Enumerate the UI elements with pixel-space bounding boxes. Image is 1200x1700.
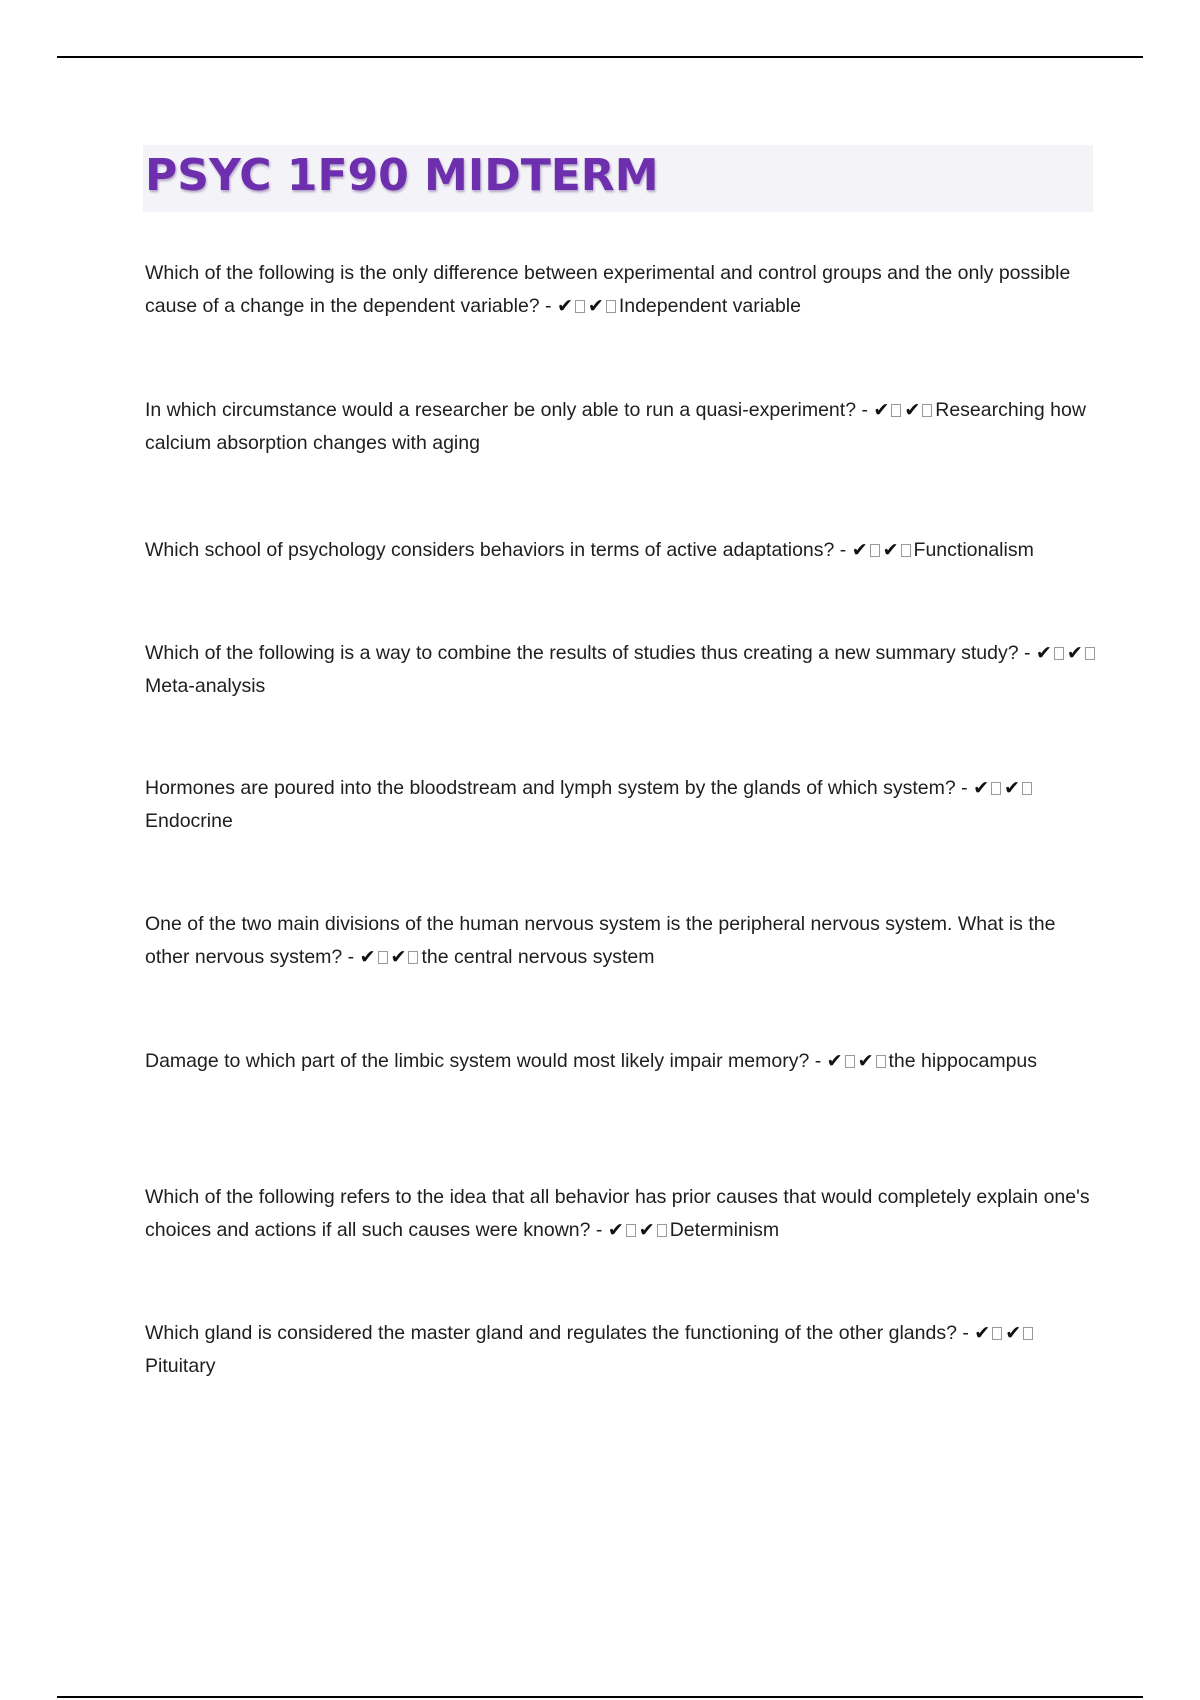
bottom-rule (57, 1696, 1143, 1698)
answer-text: Independent variable (618, 294, 801, 317)
separator: - (856, 399, 874, 421)
check-icon: ✔ (359, 945, 376, 968)
page-title: PSYC 1F90 MIDTERM (145, 150, 659, 201)
box-icon (922, 404, 932, 417)
answer-text: Determinism (669, 1218, 780, 1241)
check-icon: ✔ (973, 777, 990, 799)
separator: - (1018, 642, 1036, 664)
check-icon: ✔ (974, 1322, 991, 1344)
qa-item-3 (145, 534, 1100, 567)
check-icon: ✔ (1004, 777, 1020, 799)
check-icon: ✔ (882, 539, 899, 561)
qa-item-4 (145, 637, 1100, 702)
answer-text: the central nervous system (421, 945, 655, 968)
box-icon (575, 300, 585, 313)
question-text: Which school of psychology considers behaviors in terms of active adaptations? (145, 539, 835, 561)
box-icon (870, 544, 880, 557)
check-icon: ✔ (873, 399, 890, 421)
qa-item-7 (145, 1045, 1100, 1078)
answer-text: Pituitary (145, 1354, 216, 1377)
separator: - (342, 945, 360, 968)
check-icon: ✔ (857, 1050, 874, 1072)
qa-item-2 (145, 394, 1100, 459)
box-icon (991, 782, 1001, 795)
question-text: Which of the following is a way to combine the results of studies thus creating a new summary study? (145, 642, 1019, 664)
box-icon (606, 300, 616, 313)
check-icon: ✔ (556, 294, 573, 317)
separator: - (539, 294, 557, 317)
top-rule (57, 56, 1143, 58)
box-icon (626, 1224, 636, 1237)
question-text: Which gland is considered the master gland and regulates the functioning of the other glands? (145, 1322, 957, 1344)
question-text: Hormones are poured into the bloodstream and lymph system by the glands of which system? (145, 777, 956, 799)
box-icon (1085, 647, 1095, 660)
qa-item-9 (145, 1317, 1100, 1382)
answer-text: Functionalism (913, 539, 1034, 561)
box-icon (901, 544, 911, 557)
check-icon: ✔ (1035, 642, 1052, 664)
check-icon: ✔ (904, 399, 921, 421)
question-text: Which of the following refers to the idea that all behavior has prior causes that would completely explain one's choices and actions if all such causes were known? (145, 1186, 1090, 1241)
check-icon: ✔ (638, 1218, 655, 1241)
check-icon: ✔ (1005, 1322, 1022, 1344)
box-icon (845, 1055, 855, 1068)
box-icon (378, 951, 388, 964)
box-icon (876, 1055, 886, 1068)
answer-text: Researching how calcium absorption changes with aging (145, 399, 1086, 454)
box-icon (1023, 1327, 1033, 1340)
question-text: In which circumstance would a researcher be only able to run a quasi-experiment? (145, 399, 857, 421)
box-icon (408, 951, 418, 964)
qa-item-5 (145, 772, 1100, 837)
check-icon: ✔ (390, 945, 407, 968)
box-icon (992, 1327, 1002, 1340)
check-icon: ✔ (587, 294, 604, 317)
box-icon (1054, 647, 1064, 660)
box-icon (657, 1224, 667, 1237)
separator: - (809, 1050, 827, 1072)
check-icon: ✔ (607, 1218, 624, 1241)
question-text: Which of the following is the only difference between experimental and control groups and the only possible cause of a change in the dependent variable? (145, 262, 1071, 317)
qa-item-6 (145, 908, 1100, 973)
answer-text: the hippocampus (888, 1050, 1038, 1072)
question-text: Damage to which part of the limbic system would most likely impair memory? (145, 1050, 810, 1072)
box-icon (891, 404, 901, 417)
check-icon: ✔ (1066, 642, 1083, 664)
check-icon: ✔ (826, 1050, 843, 1072)
separator: - (956, 1322, 975, 1344)
box-icon (1022, 782, 1032, 795)
separator: - (590, 1218, 608, 1241)
answer-text: Meta-analysis (145, 674, 266, 697)
answer-text: Endocrine (145, 809, 233, 832)
question-text: One of the two main divisions of the human nervous system is the peripheral nervous system. What is the other nervous system? (145, 913, 1056, 968)
separator: - (955, 777, 974, 799)
qa-item-8 (145, 1181, 1100, 1246)
separator: - (834, 539, 852, 561)
check-icon: ✔ (851, 539, 868, 561)
qa-item-1 (145, 257, 1100, 322)
